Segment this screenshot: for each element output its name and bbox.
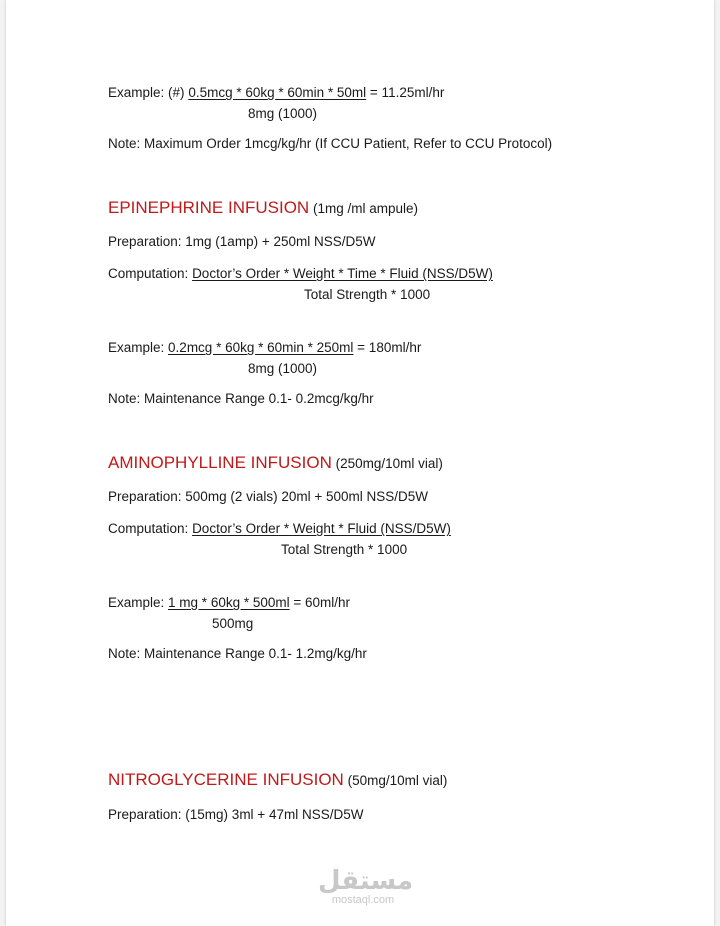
example-line [108,84,444,102]
watermark-latin: mostaql.com [331,894,395,906]
epinephrine-heading [108,199,418,218]
note-line: Note: Maintenance Range 0.1- 0.2mcg/kg/hr [108,391,374,406]
example-prefix: (#) [168,85,185,100]
example-numerator: 0.2mcg * 60kg * 60min * 250ml [168,340,354,355]
example-label: Example: [108,340,165,355]
example-label: Example: [108,595,165,610]
section-title: EPINEPHRINE INFUSION [108,198,310,217]
computation-numerator: Doctor’s Order * Weight * Fluid (NSS/D5W) [192,521,451,536]
example-numerator: 1 mg * 60kg * 500ml [168,595,290,610]
computation-denominator: Total Strength * 1000 [281,542,408,557]
preparation-line: Preparation: 500mg (2 vials) 20ml + 500ml NSS/D5W [108,489,429,504]
example-line [108,339,421,357]
nitroglycerine-heading [108,771,447,790]
section-subtitle: (1mg /ml ampule) [312,201,418,216]
example-denominator: 500mg [212,616,254,631]
mostaql-watermark [318,865,414,906]
preparation-line: Preparation: (15mg) 3ml + 47ml NSS/D5W [108,807,364,822]
computation-label: Computation: [108,266,189,281]
computation-numerator: Doctor’s Order * Weight * Time * Fluid (NSS/D5W) [192,266,493,281]
example-label: Example: [108,85,165,100]
example-line [108,594,350,612]
section-subtitle: (50mg/10ml vial) [347,773,448,788]
computation-line [108,520,451,538]
section-title: AMINOPHYLLINE INFUSION [108,453,332,472]
example-result: = 180ml/hr [357,340,422,355]
example-result: = 11.25ml/hr [369,85,445,100]
example-denominator: 8mg (1000) [248,106,318,121]
note-line: Note: Maximum Order 1mcg/kg/hr (If CCU Patient, Refer to CCU Protocol) [108,136,553,151]
note-line: Note: Maintenance Range 0.1- 1.2mg/kg/hr [108,646,367,661]
section-title: NITROGLYCERINE INFUSION [108,770,344,789]
section-subtitle: (250mg/10ml vial) [335,456,443,471]
example-result: = 60ml/hr [293,595,351,610]
watermark-arabic: مستقل [318,865,414,895]
computation-denominator: Total Strength * 1000 [304,287,431,302]
computation-label: Computation: [108,521,189,536]
preparation-line: Preparation: 1mg (1amp) + 250ml NSS/D5W [108,234,376,249]
example-denominator: 8mg (1000) [248,361,318,376]
computation-line [108,265,493,283]
example-numerator: 0.5mcg * 60kg * 60min * 50ml [188,85,367,100]
aminophylline-heading [108,454,443,473]
